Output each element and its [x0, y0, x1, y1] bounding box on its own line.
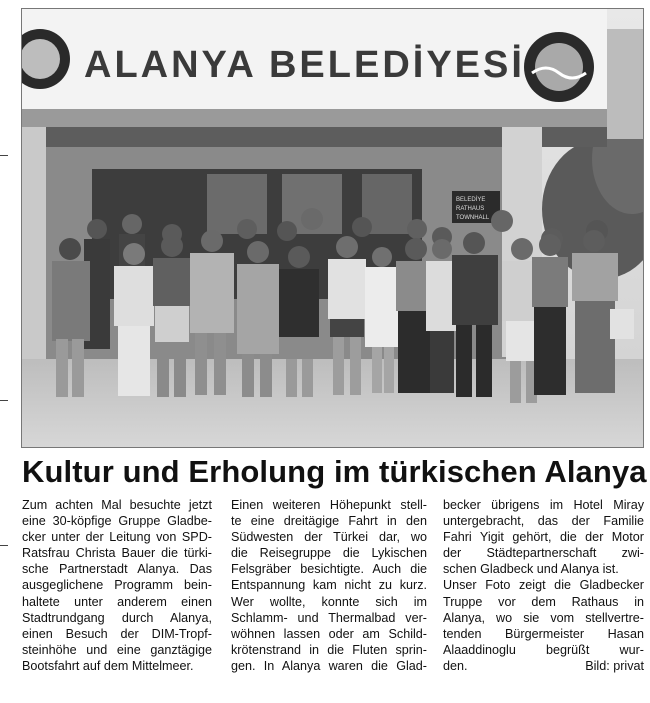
- group-of-people: [52, 208, 634, 403]
- text-line: Alaaddinoglu begrüßt wur-: [443, 642, 644, 657]
- text-line: becker übrigens im Hotel Miray: [443, 498, 644, 512]
- scan-edge-mark: [0, 545, 8, 546]
- text-line: Südwesten der Türkei dar, wo: [231, 530, 427, 545]
- text-line: schen Gladbeck und Alanya ist.: [443, 562, 619, 577]
- text-line: Truppe vor dem Rathaus in: [443, 594, 644, 609]
- text-line: gen. In Alanya waren die Glad-: [231, 658, 427, 673]
- text-line-end: den.: [443, 658, 468, 673]
- article-column-1: [22, 497, 212, 674]
- text-line: steinhöhe und eine ganztägige: [22, 642, 212, 657]
- text-line: te eine dreitägige Fahrt in den: [231, 514, 427, 529]
- text-line: Zum achten Mal besuchte jetzt: [22, 498, 212, 512]
- text-line: Schlamm- und Thermalbad ver-: [231, 610, 427, 625]
- text-line: der Städtepartnerschaft zwi-: [443, 546, 644, 561]
- photo-credit: Bild: privat: [585, 658, 644, 673]
- text-line: die Reisegruppe die Lykischen: [231, 546, 427, 561]
- text-line: untergebracht, das der Familie: [443, 514, 644, 529]
- text-line: Ratsfrau Christa Bauer die türki-: [22, 546, 212, 561]
- article-column-2: [231, 497, 427, 674]
- article-column-3: [443, 497, 644, 674]
- article-body: [22, 497, 644, 697]
- text-line: Unser Foto zeigt die Gladbecker: [443, 578, 644, 593]
- scan-edge-mark: [0, 155, 8, 156]
- text-line: einen Besuch der DIM-Tropf-: [22, 626, 212, 641]
- scan-edge-mark: [0, 400, 8, 401]
- sign-text: ALANYA BELEDİYESİ: [84, 44, 525, 86]
- plaque-line: BELEDİYE: [456, 197, 486, 203]
- group-photo: [21, 8, 644, 448]
- text-line: Wer wollte, konnte sich im: [231, 594, 427, 609]
- article-headline: Kultur und Erholung im türkischen Alanya: [22, 454, 647, 489]
- text-line: Alanya, wo sie vom stellvertre-: [443, 610, 644, 625]
- text-line: sche Partnerstadt Alanya. Das: [22, 562, 212, 577]
- text-line: eine 30-köpfige Gruppe Gladbe-: [22, 514, 212, 529]
- text-line: krötenstrand in die Fluten sprin-: [231, 642, 427, 657]
- plaque-line: TOWNHALL: [456, 215, 490, 221]
- text-line: ausgeglichene Programm bein-: [22, 578, 212, 593]
- text-line: Bootsfahrt auf dem Mittelmeer.: [22, 658, 194, 673]
- text-line: Felsgräber besichtigte. Auch die: [231, 562, 427, 577]
- text-line: tenden Bürgermeister Hasan: [443, 626, 644, 641]
- text-line: [443, 658, 644, 674]
- text-line: Stadtrundgang durch Alanya,: [22, 610, 212, 625]
- text-line: cker unter der Leitung von SPD-: [22, 530, 212, 545]
- text-line: Fahri Yigit gehört, die der Motor: [443, 530, 644, 545]
- text-line: Entspannung kam nicht zu kurz.: [231, 578, 427, 593]
- text-line: Einen weiteren Höhepunkt stell-: [231, 498, 427, 512]
- text-line: haltete unter anderem einen: [22, 594, 212, 609]
- plaque-line: RATHAUS: [456, 206, 485, 212]
- text-line: wöhnen lassen oder am Schild-: [231, 626, 427, 641]
